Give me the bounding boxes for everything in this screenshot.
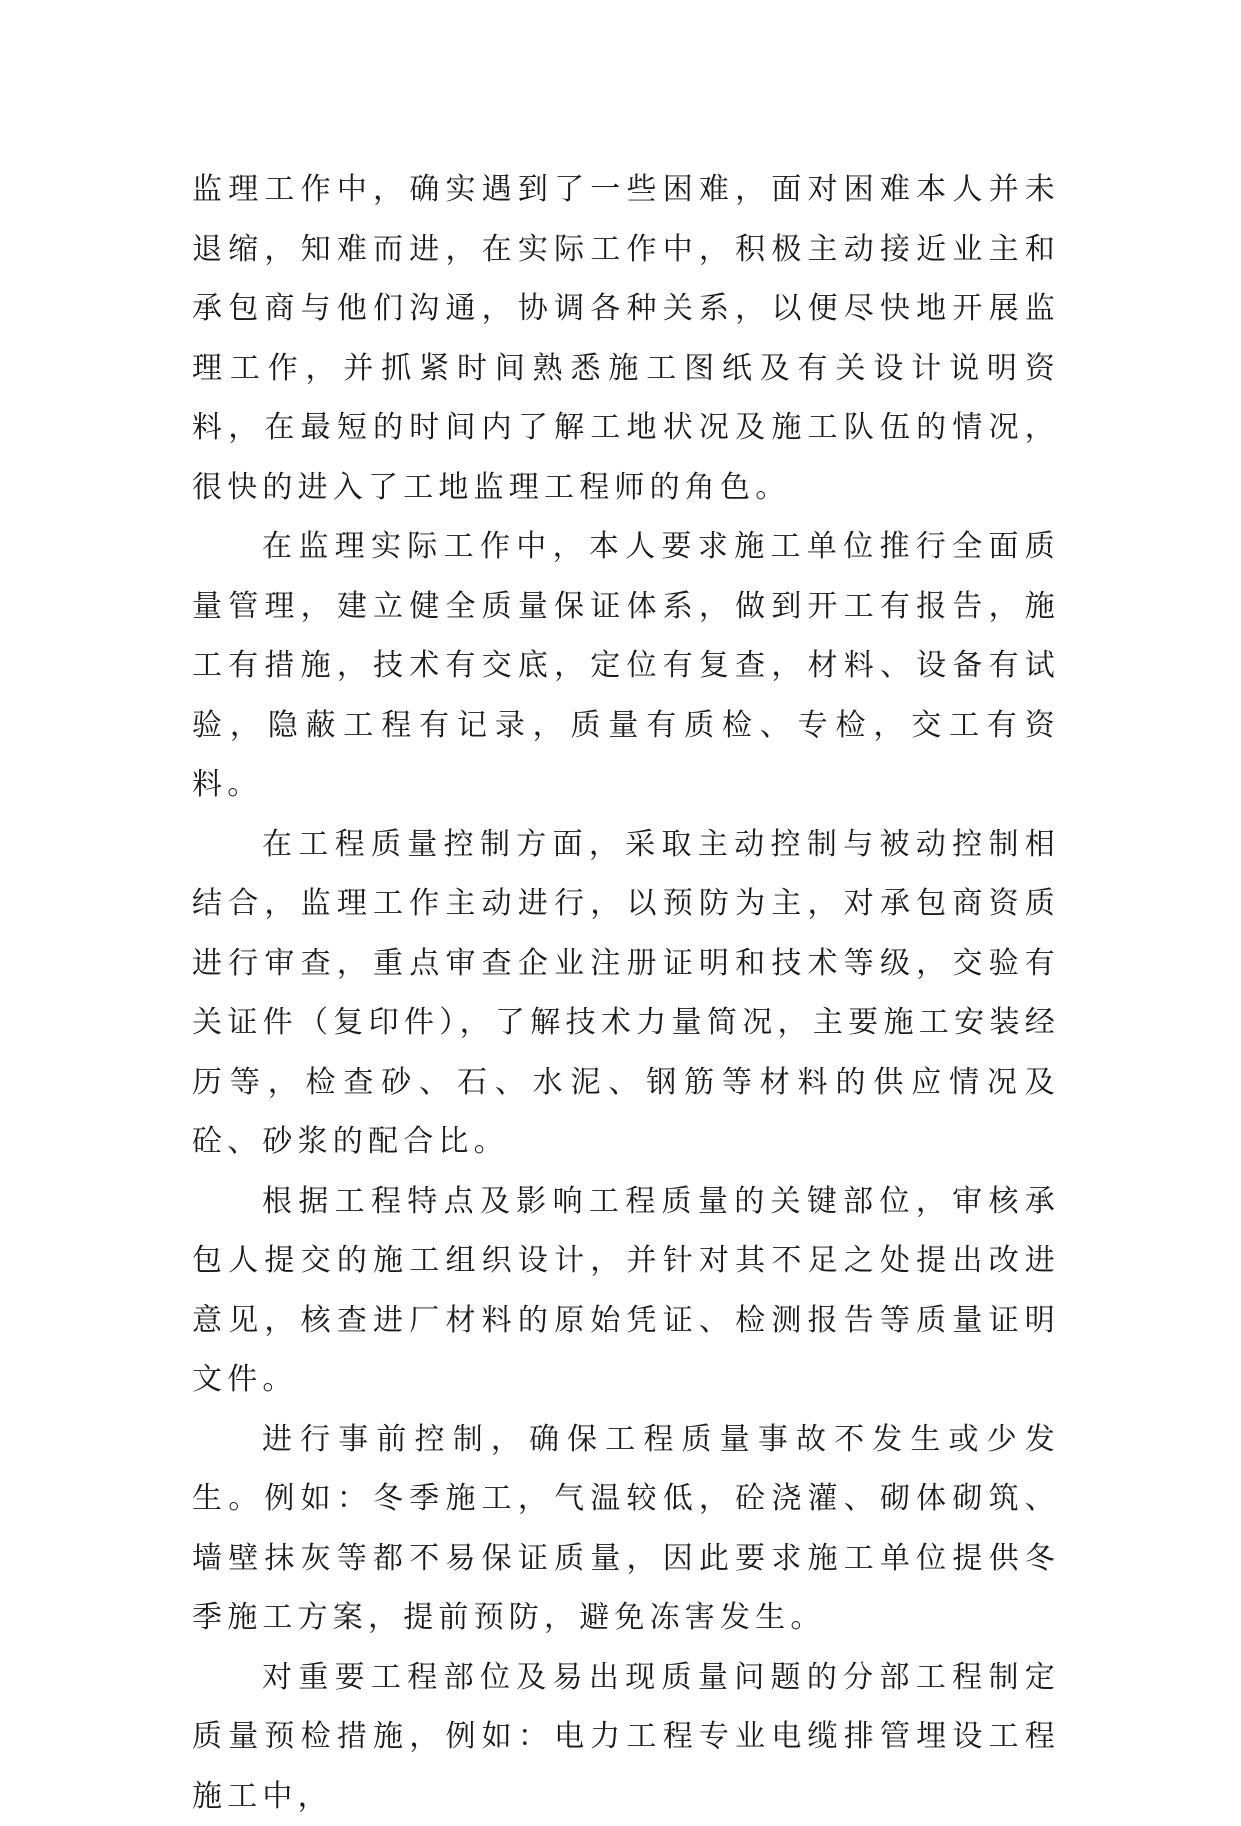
paragraph-construction-design-review: 根据工程特点及影响工程质量的关键部位，审核承包人提交的施工组织设计，并针对其不足之处提出改进意见，核查进厂材料的原始凭证、检测报告等质量证明文件。 bbox=[192, 1172, 1060, 1410]
document-body bbox=[192, 160, 1060, 1826]
paragraph-quality-control: 在工程质量控制方面，采取主动控制与被动控制相结合，监理工作主动进行，以预防为主，对承包商资质进行审查，重点审查企业注册证明和技术等级，交验有关证件（复印件），了解技术力量简况，主要施工安装经历等，检查砂、石、水泥、钢筋等材料的供应情况及砼、砂浆的配合比。 bbox=[192, 815, 1060, 1172]
paragraph-pre-inspection-measures: 对重要工程部位及易出现质量问题的分部工程制定质量预检措施，例如：电力工程专业电缆排管埋设工程施工中， bbox=[192, 1648, 1060, 1826]
paragraph-advance-control: 进行事前控制，确保工程质量事故不发生或少发生。例如：冬季施工，气温较低，砼浇灌、砌体砌筑、墙壁抹灰等都不易保证质量，因此要求施工单位提供冬季施工方案，提前预防，避免冻害发生。 bbox=[192, 1410, 1060, 1648]
paragraph-quality-management: 在监理实际工作中，本人要求施工单位推行全面质量管理，建立健全质量保证体系，做到开工有报告，施工有措施，技术有交底，定位有复查，材料、设备有试验，隐蔽工程有记录，质量有质检、专检，交工有资料。 bbox=[192, 517, 1060, 815]
paragraph-continuation: 监理工作中，确实遇到了一些困难，面对困难本人并未退缩，知难而进，在实际工作中，积极主动接近业主和承包商与他们沟通，协调各种关系，以便尽快地开展监理工作，并抓紧时间熟悉施工图纸及有关设计说明资料，在最短的时间内了解工地状况及施工队伍的情况，很快的进入了工地监理工程师的角色。 bbox=[192, 160, 1060, 517]
